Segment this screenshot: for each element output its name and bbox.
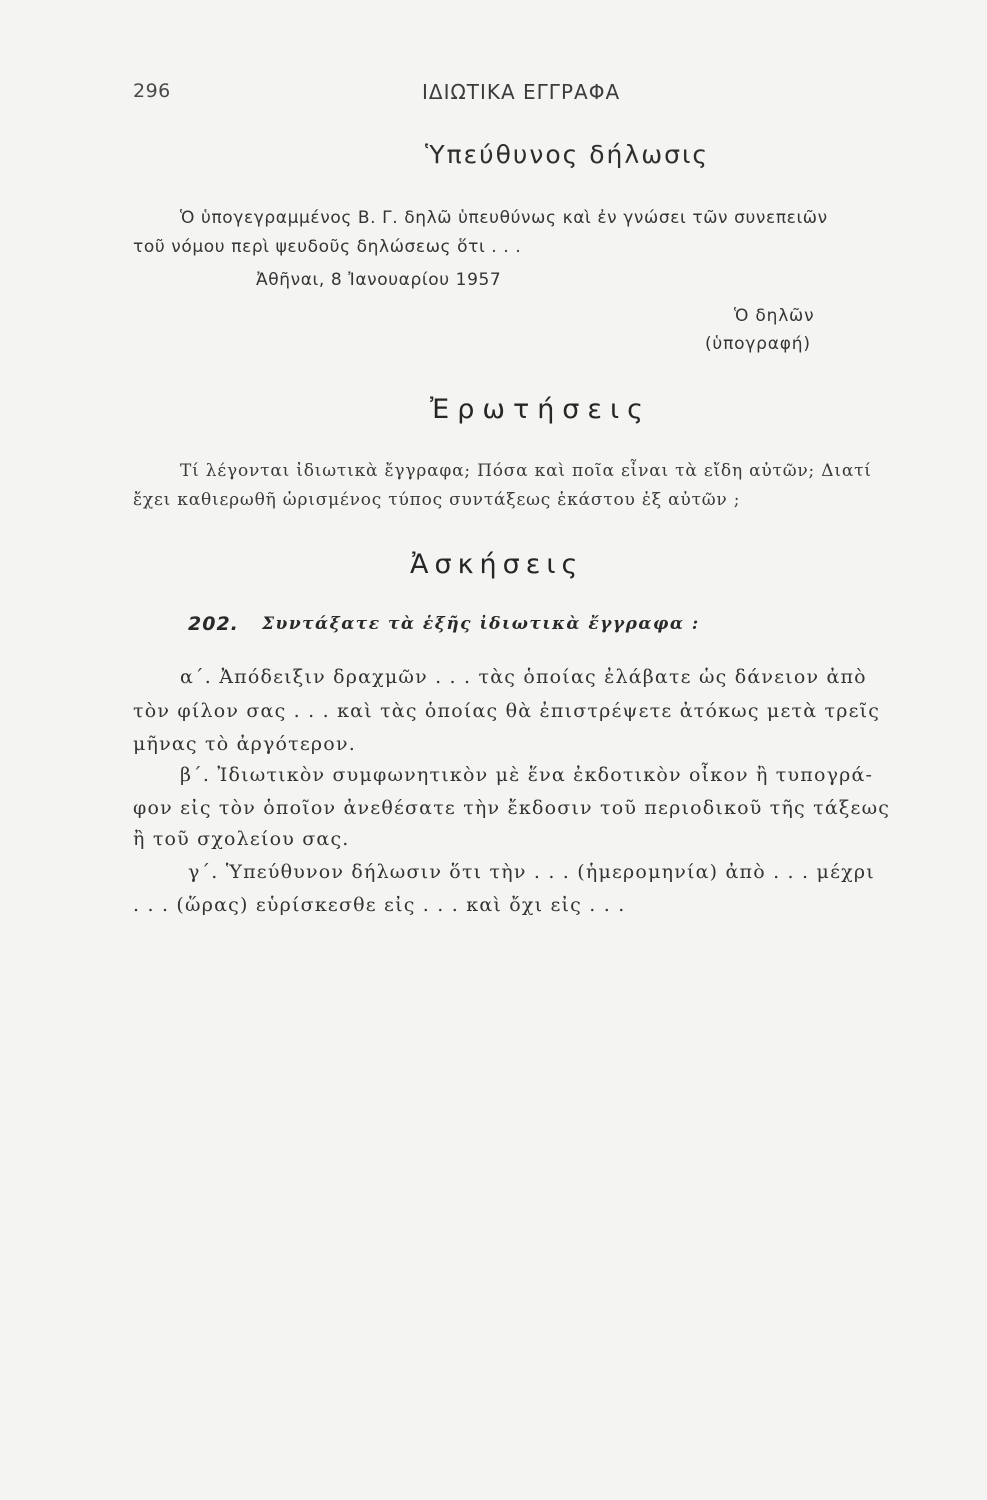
exercise-line: α΄. Ἀπόδειξιν δραχμῶν . . . τὰς ὁποίας ἐλάβατε ὡς δάνειον ἀπὸ [180,666,867,688]
declaration-date: Ἀθῆναι, 8 Ἰανουαρίου 1957 [256,270,502,290]
exercise-line: ἢ τοῦ σχολείου σας. [133,828,350,850]
exercise-line: τὸν φίλον σας . . . καὶ τὰς ὁποίας θὰ ἐπιστρέψετε ἀτόκως μετὰ τρεῖς [133,700,881,722]
running-title: ΙΔΙΩΤΙΚΑ ΕΓΓΡΑΦΑ [422,80,621,104]
exercise-line: μῆνας τὸ ἀργότερον. [133,733,356,755]
exercise-number: 202. [188,613,239,635]
exercise-line: φον εἰς τὸν ὁποῖον ἀνεθέσατε τὴν ἔκδοσιν τοῦ περιοδικοῦ τῆς τάξεως [133,797,891,819]
declaration-line: Ὁ ὑπογεγραμμένος Β. Γ. δηλῶ ὑπευθύνως καὶ ἐν γνώσει τῶν συνεπειῶν [180,208,828,228]
exercises-heading: Ἀσκήσεις [410,549,584,580]
question-line: Τί λέγονται ἰδιωτικὰ ἔγγραφα; Πόσα καὶ ποῖα εἶναι τὰ εἴδη αὐτῶν; Διατί [180,461,872,481]
exercise-line: β΄. Ἰδιωτικὸν συμφωνητικὸν μὲ ἕνα ἐκδοτικὸν οἶκον ἢ τυπογρά- [180,764,874,786]
question-line: ἔχει καθιερωθῆ ὡρισμένος τύπος συντάξεως ἑκάστου ἐξ αὐτῶν ; [133,490,741,510]
exercise-line: . . . (ὥρας) εὑρίσκεσθε εἰς . . . καὶ ὄχι εἰς . . . [133,894,626,916]
exercise-instruction: Συντάξατε τὰ ἑξῆς ἰδιωτικὰ ἔγγραφα : [262,614,700,634]
questions-heading: Ἐρωτήσεις [430,394,652,425]
exercise-line: γ΄. Ὑπεύθυνον δήλωσιν ὅτι τὴν . . . (ἡμερομηνία) ἀπὸ . . . μέχρι [188,861,875,883]
declarant-label: Ὁ δηλῶν [734,306,815,326]
page-number: 296 [133,80,171,102]
declaration-line: τοῦ νόμου περὶ ψευδοῦς δηλώσεως ὅτι . . . [133,237,522,257]
signature-note: (ὑπογραφή) [705,334,811,354]
declaration-title: Ὑπεύθυνος δήλωσις [425,140,710,169]
